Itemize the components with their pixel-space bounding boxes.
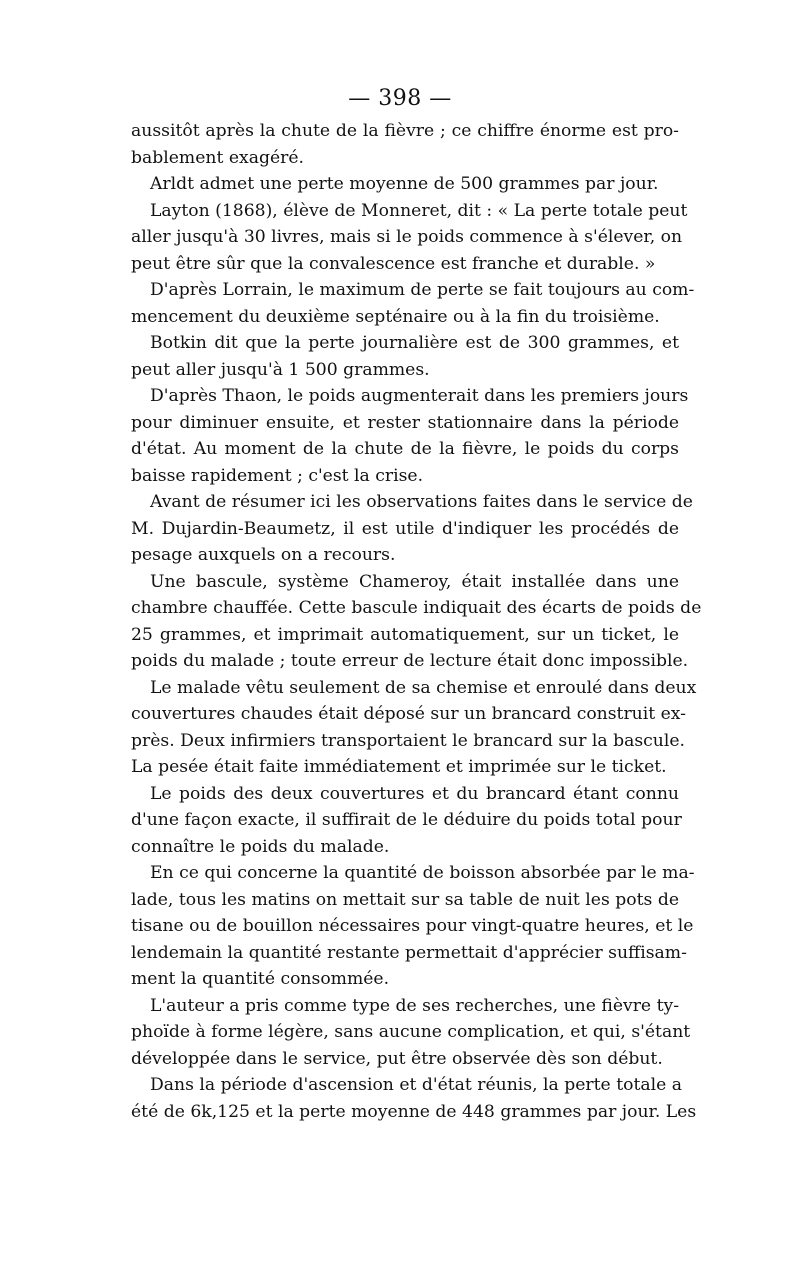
text-line: aussitôt après la chute de la fièvre ; ce chiffre énorme est pro-: [131, 121, 679, 141]
text-line: M. Dujardin-Beaumetz, il est utile d'indiquer les procédés de: [131, 518, 679, 539]
text-line: peut aller jusqu'à 1 500 grammes.: [131, 359, 430, 380]
text-line: Layton (1868), élève de Monneret, dit : « La perte totale peut: [150, 200, 688, 221]
text-line: lendemain la quantité restante permettait d'apprécier suffisam-: [131, 942, 687, 963]
paragraph: [131, 781, 682, 861]
text-line: pour diminuer ensuite, et rester stationnaire dans la période: [131, 412, 679, 433]
text-line: Arldt admet une perte moyenne de 500 grammes par jour.: [150, 174, 659, 194]
text-line: peut être sûr que la convalescence est franche et durable. »: [131, 253, 656, 274]
text-line: D'après Thaon, le poids augmenterait dans les premiers jours: [150, 386, 689, 406]
paragraph: [131, 198, 688, 278]
paragraph: [131, 383, 689, 489]
text-line: d'une façon exacte, il suffirait de le déduire du poids total pour: [131, 810, 682, 830]
text-line: couvertures chaudes était déposé sur un brancard construit ex-: [131, 704, 686, 724]
text-line: En ce qui concerne la quantité de boisson absorbée par le ma-: [150, 863, 695, 883]
paragraph: [131, 277, 695, 330]
text-line: tisane ou de bouillon nécessaires pour vingt-quatre heures, et le: [131, 916, 694, 936]
text-line: La pesée était faite immédiatement et imprimée sur le ticket.: [131, 757, 667, 777]
text-line: chambre chauffée. Cette bascule indiquait des écarts de poids de: [131, 598, 702, 618]
text-line: 25 grammes, et imprimait automatiquement, sur un ticket, le: [131, 624, 679, 645]
text-line: Avant de résumer ici les observations faites dans le service de: [150, 492, 693, 512]
paragraph: [131, 489, 693, 569]
paragraph: [131, 993, 691, 1073]
text-line: été de 6k,125 et la perte moyenne de 448 grammes par jour. Les: [131, 1101, 697, 1122]
text-line: ment la quantité consommée.: [131, 969, 390, 989]
paragraph: [131, 330, 679, 383]
text-line: pesage auxquels on a recours.: [131, 545, 396, 565]
paragraph: [131, 171, 679, 198]
text-line: bablement exagéré.: [131, 147, 304, 168]
paragraph: [131, 569, 702, 675]
text-line: Le poids des deux couvertures et du brancard étant connu: [150, 783, 679, 804]
paragraph: [131, 1072, 697, 1125]
text-line: développée dans le service, put être observée dès son début.: [131, 1048, 663, 1069]
text-line: mencement du deuxième septénaire ou à la fin du troisième.: [131, 306, 660, 327]
page-number: — 398 —: [348, 86, 452, 111]
text-line: D'après Lorrain, le maximum de perte se fait toujours au com-: [150, 280, 695, 300]
text-line: Dans la période d'ascension et d'état réunis, la perte totale a: [150, 1075, 682, 1095]
paragraph: [131, 118, 679, 171]
text-line: L'auteur a pris comme type de ses recherches, une fièvre ty-: [150, 995, 679, 1016]
text-line: d'état. Au moment de la chute de la fièvre, le poids du corps: [131, 439, 679, 459]
paragraph: [131, 860, 695, 993]
text-line: poids du malade ; toute erreur de lecture était donc impossible.: [131, 651, 689, 671]
text-line: lade, tous les matins on mettait sur sa table de nuit les pots de: [131, 889, 679, 910]
text-line: près. Deux infirmiers transportaient le brancard sur la bascule.: [131, 730, 686, 751]
paragraph: [131, 675, 697, 781]
text-line: Botkin dit que la perte journalière est de 300 grammes, et: [150, 333, 679, 353]
text-line: phoïde à forme légère, sans aucune complication, et qui, s'étant: [131, 1022, 691, 1042]
text-line: Une bascule, système Chameroy, était installée dans une: [150, 571, 679, 592]
text-line: baisse rapidement ; c'est la crise.: [131, 465, 424, 486]
body-text: [131, 118, 702, 1125]
text-line: connaître le poids du malade.: [131, 836, 390, 857]
text-line: Le malade vêtu seulement de sa chemise et enroulé dans deux: [150, 677, 697, 698]
text-line: aller jusqu'à 30 livres, mais si le poids commence à s'élever, on: [131, 227, 683, 247]
